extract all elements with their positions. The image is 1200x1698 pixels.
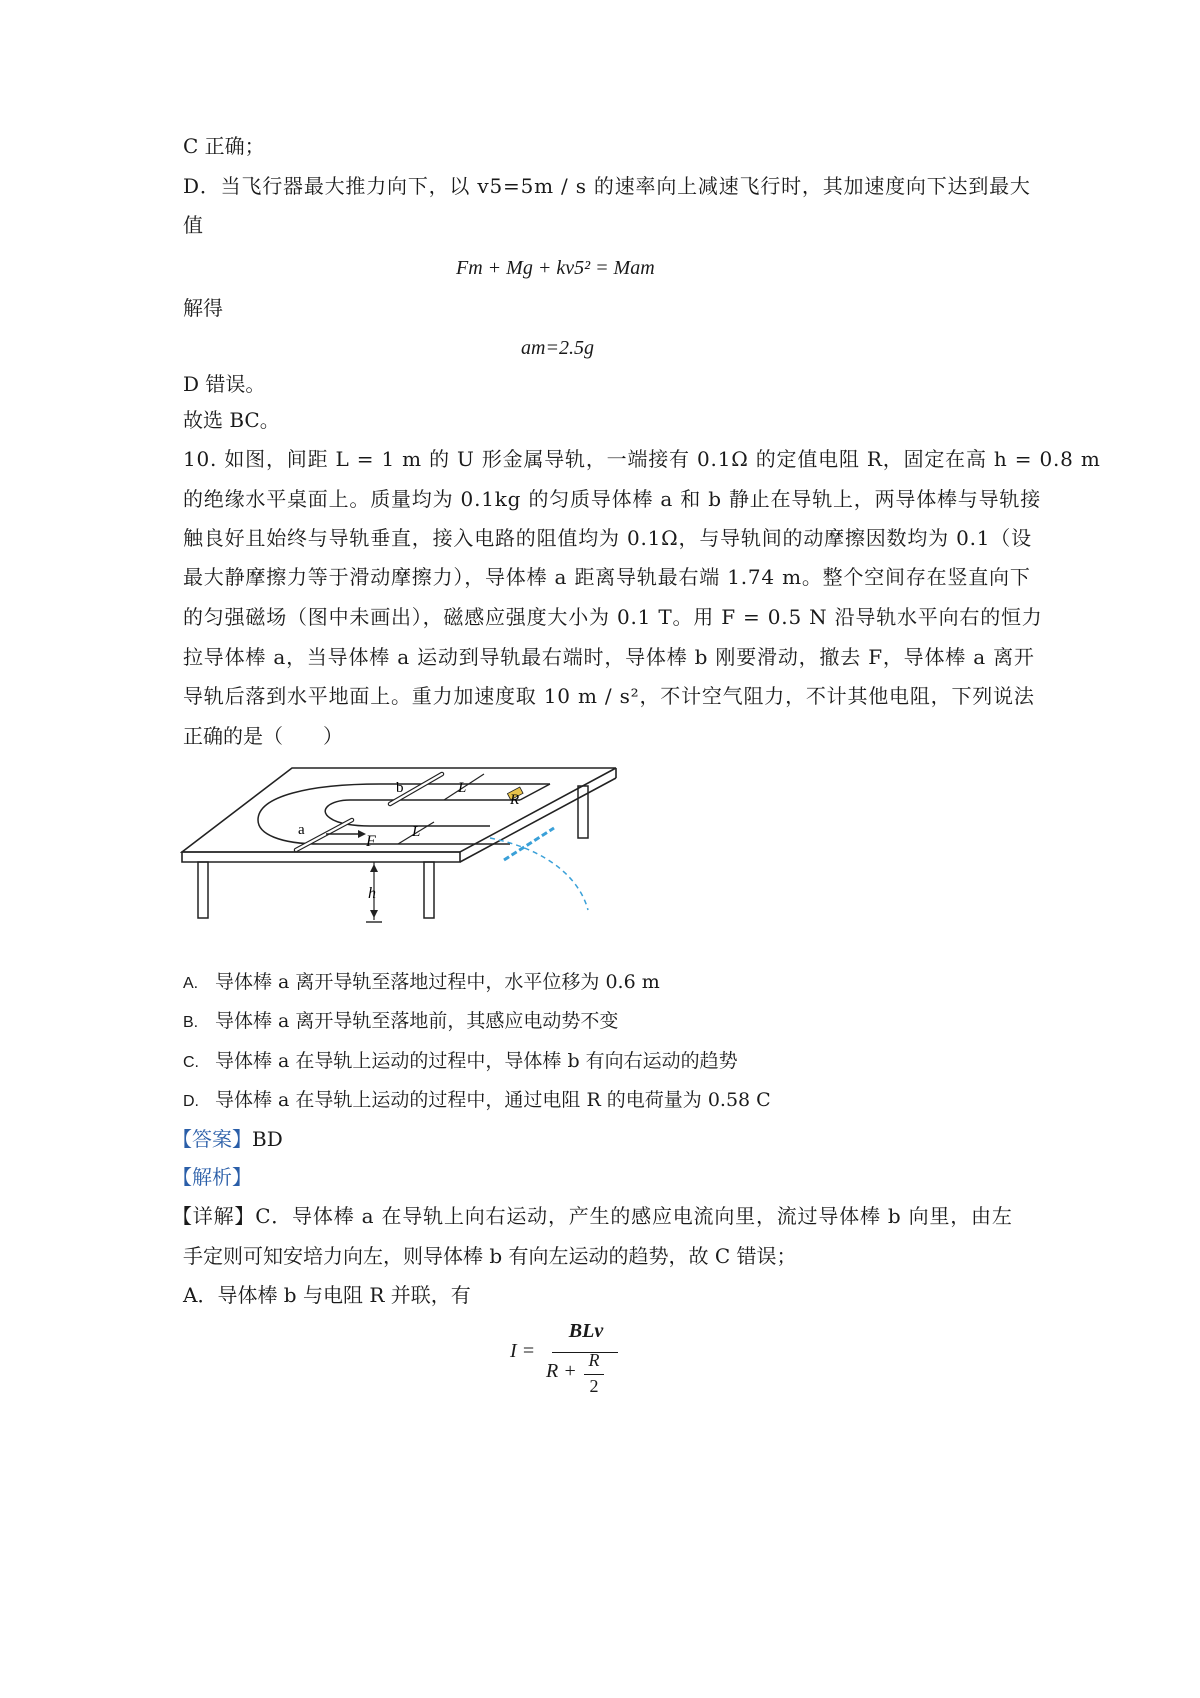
analysis-tag: 【解析】 [172, 1165, 252, 1189]
q10-line-8: 正确的是（ ） [183, 724, 343, 748]
text-d-intro-1: D．当飞行器最大推力向下，以 v5=5m / s 的速率向上减速飞行时，其加速度向下达到最大 [183, 174, 1031, 198]
label-F: F [366, 833, 376, 850]
option-b-text: 导体棒 a 离开导轨至落地前，其感应电动势不变 [215, 1010, 619, 1032]
rail-diagram [180, 760, 620, 940]
label-L-upper: L [458, 780, 467, 796]
formula-numerator: BLv [568, 1320, 604, 1342]
u-rail-inner [325, 800, 520, 826]
label-L-lower: L [412, 824, 421, 840]
q10-line-1: 10. 如图，间距 L = 1 m 的 U 形金属导轨，一端接有 0.1Ω 的定值电阻 R，固定在高 h = 0.8 m [183, 447, 1101, 471]
option-c-text: 导体棒 a 在导轨上运动的过程中，导体棒 b 有向右运动的趋势 [215, 1050, 738, 1072]
table-edge [182, 852, 460, 862]
equation-1: Fm + Mg + kv5² = Mam [456, 257, 655, 279]
q10-line-5: 的匀强磁场（图中未画出），磁感应强度大小为 0.1 T。用 F = 0.5 N 沿导轨水平向右的恒力 [183, 605, 1043, 629]
text-d-intro-2: 值 [183, 213, 203, 237]
formula-den-num: R [588, 1350, 600, 1370]
option-d-text: 导体棒 a 在导轨上运动的过程中，通过电阻 R 的电荷量为 0.58 C [215, 1089, 771, 1111]
option-d-label: D. [183, 1093, 199, 1110]
option-c-label: C. [183, 1054, 199, 1071]
detail-tag: 【详解】 [172, 1204, 256, 1228]
formula-den-left: R + [546, 1360, 577, 1382]
text-choose: 故选 BC。 [183, 408, 280, 432]
formula-den-den: 2 [589, 1376, 599, 1396]
label-h: h [368, 885, 376, 902]
option-a [183, 968, 660, 998]
force-arrow-head [358, 830, 366, 838]
table-leg-mid [424, 862, 434, 918]
q10-line-6: 拉导体棒 a，当导体棒 a 运动到导轨最右端时，导体棒 b 刚要滑动，撤去 F，导体棒 a 离开 [183, 645, 1035, 669]
text-d-wrong: D 错误。 [183, 372, 266, 396]
q10-line-2: 的绝缘水平桌面上。质量均为 0.1kg 的匀质导体棒 a 和 b 静止在导轨上，两导体棒与导轨接 [183, 487, 1041, 511]
detail-line-1 [172, 1202, 1013, 1230]
text-solve: 解得 [183, 296, 223, 320]
q10-line-3: 触良好且始终与导轨垂直，接入电路的阻值均为 0.1Ω，与导轨间的动摩擦因数均为 0.1（设 [183, 526, 1032, 550]
text-c-correct: C 正确； [183, 134, 265, 158]
option-d [183, 1086, 771, 1116]
table-leg-left [198, 862, 208, 918]
analysis-line [172, 1163, 252, 1191]
equation-2: am=2.5g [521, 337, 594, 359]
answer-value: BD [252, 1127, 283, 1151]
label-b: b [396, 780, 404, 796]
detail-line-2: 手定则可知安培力向左，则导体棒 b 有向左运动的趋势，故 C 错误； [183, 1244, 797, 1268]
label-a: a [298, 822, 305, 838]
formula-lhs: I = [510, 1340, 536, 1362]
label-R: R [510, 792, 520, 808]
detail-line-3: A．导体棒 b 与电阻 R 并联，有 [183, 1283, 471, 1307]
q10-line-7: 导轨后落到水平地面上。重力加速度取 10 m / s²，不计空气阻力，不计其他电阻，下列说法 [183, 684, 1035, 708]
option-a-text: 导体棒 a 离开导轨至落地过程中，水平位移为 0.6 m [215, 971, 660, 993]
detail-text-1: C．导体棒 a 在导轨上向右运动，产生的感应电流向里，流过导体棒 b 向里，由左 [255, 1204, 1013, 1228]
option-a-label: A. [183, 975, 199, 992]
trajectory-curve [490, 838, 588, 910]
formula-I [510, 1318, 620, 1410]
answer-line [172, 1125, 283, 1153]
option-b-label: B. [183, 1014, 199, 1031]
answer-tag: 【答案】 [172, 1127, 252, 1151]
q10-line-4: 最大静摩擦力等于滑动摩擦力），导体棒 a 距离导轨最右端 1.74 m。整个空间存在竖直向下 [183, 565, 1031, 589]
option-b [183, 1007, 618, 1037]
option-c [183, 1047, 738, 1077]
